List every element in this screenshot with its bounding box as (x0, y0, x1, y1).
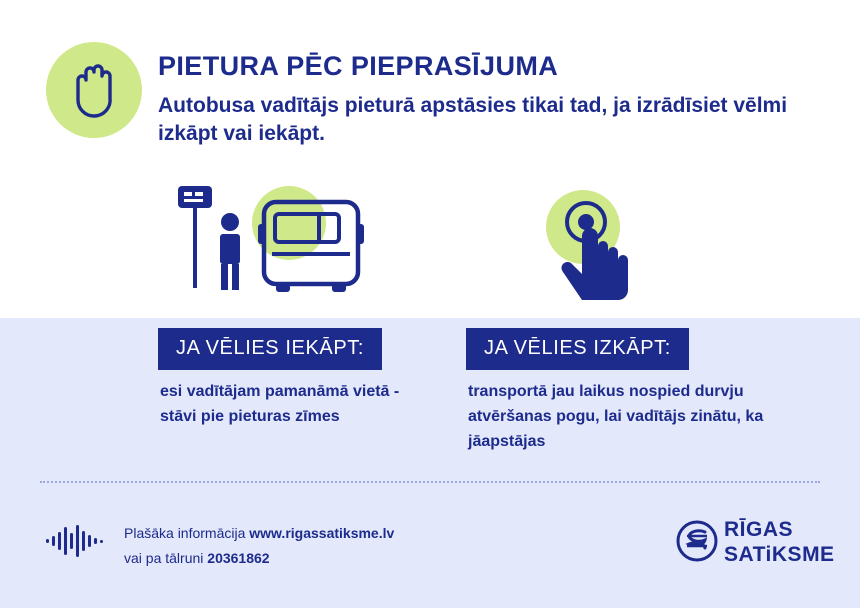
footer-website[interactable]: www.rigassatiksme.lv (249, 525, 395, 541)
hand-badge (46, 42, 142, 138)
sound-wave-icon (46, 524, 110, 558)
divider (40, 481, 820, 483)
footer-web-prefix: Plašāka informācija (124, 525, 250, 541)
hand-palm-icon (68, 60, 122, 120)
section-label-board: JA VĒLIES IEKĀPT: (158, 328, 382, 370)
section-label-alight: JA VĒLIES IZKĀPT: (466, 328, 689, 370)
rigas-satiksme-logo-icon (676, 520, 718, 562)
header-text (158, 52, 818, 148)
logo-line-1: RĪGAS (724, 518, 794, 541)
page-title: PIETURA PĒC PIEPRASĪJUMA (158, 51, 559, 81)
hand-pressing-button-icon (546, 188, 676, 308)
logo-line-2: SATiKSME (724, 542, 835, 566)
footer-phone-prefix: vai pa tālruni (124, 549, 208, 566)
footer-line-web (124, 521, 394, 546)
footer-contact (124, 521, 394, 570)
logo-wordmark (724, 518, 835, 568)
section-body-alight: transportā jau laikus nospied durvju atvēršanas pogu, lai vadītājs zinātu, ka jāapstājas (468, 383, 764, 450)
section-body-board: esi vadītājam pamanāmā vietā - stāvi pie pieturas zīmes (160, 383, 400, 425)
footer-phone-number: 20361862 (207, 549, 270, 566)
page-subtitle: Autobusa vadītājs pieturā apstāsies tikai tad, ja izrādīsiet vēlmi izkāpt vai iekāpt. (158, 93, 788, 146)
footer-line-phone (124, 546, 394, 571)
rigas-satiksme-logo (676, 518, 835, 566)
bus-stop-person-bus-icon (172, 184, 372, 304)
